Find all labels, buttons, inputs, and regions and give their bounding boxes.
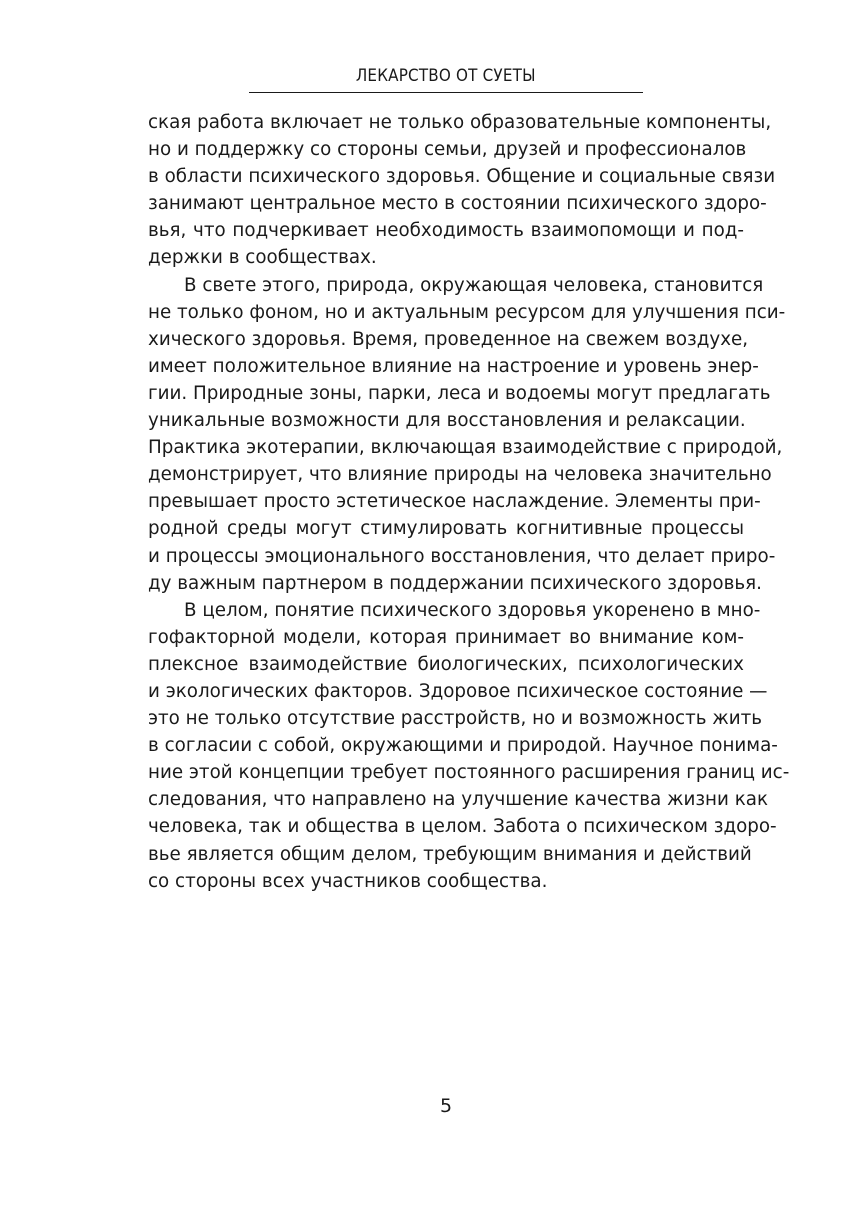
text-line: хического здоровья. Время, проведенное на свежем воздухе, [148,328,749,350]
text-line: человека, так и общества в целом. Забота о психическом здоро- [148,816,777,838]
paragraph-2 [148,272,786,597]
text-line: плексное взаимодействие биологических, психологических [148,653,744,675]
text-line: в области психического здоровья. Общение и социальные связи [148,166,776,188]
paragraph-1 [148,109,776,272]
page-header [249,64,643,93]
text-line: занимают центральное место в состоянии психического здоро- [148,193,767,215]
text-line: и экологических факторов. Здоровое психическое состояние — [148,680,768,702]
text-line: это не только отсутствие расстройств, но и возможность жить [148,708,763,730]
text-line: В целом, понятие психического здоровья укоренено в мно- [184,599,761,621]
body-text [148,109,790,895]
text-line: Практика экотерапии, включающая взаимодействие с природой, [148,437,783,459]
text-line: вья, что подчеркивает необходимость взаимопомощи и под- [148,220,744,242]
text-line: В свете этого, природа, окружающая человека, становится [184,274,764,296]
text-line: демонстрирует, что влияние природы на человека значительно [148,464,772,486]
text-line: ние этой концепции требует постоянного расширения границ ис- [148,762,790,784]
text-line: следования, что направлено на улучшение качества жизни как [148,789,768,811]
text-line: вье является общим делом, требующим внимания и действий [148,843,752,865]
running-title: ЛЕКАРСТВО ОТ СУЕТЫ [356,66,536,85]
text-line: имеет положительное влияние на настроение и уровень энер- [148,355,759,377]
text-line: ду важным партнером в поддержании психического здоровья. [148,572,762,594]
text-line: держки в сообществах. [148,247,377,269]
paragraph-3 [148,597,790,895]
text-line: и процессы эмоционального восстановления, что делает приро- [148,545,776,567]
text-line: превышает просто эстетическое наслаждение. Элементы при- [148,491,761,513]
page-number: 5 [439,1095,453,1117]
text-line: уникальные возможности для восстановления и релаксации. [148,410,746,432]
text-line: со стороны всех участников сообщества. [148,870,548,892]
text-line: гии. Природные зоны, парки, леса и водоемы могут предлагать [148,382,771,404]
text-line: не только фоном, но и актуальным ресурсом для улучшения пси- [148,301,786,323]
text-line: но и поддержку со стороны семьи, друзей и профессионалов [148,139,747,161]
text-line: ская работа включает не только образовательные компоненты, [148,112,772,133]
text-line: в согласии с собой, окружающими и природой. Научное понима- [148,735,778,757]
text-line: родной среды могут стимулировать когнитивные процессы [148,518,744,540]
text-line: гофакторной модели, которая принимает во внимание ком- [148,626,744,648]
